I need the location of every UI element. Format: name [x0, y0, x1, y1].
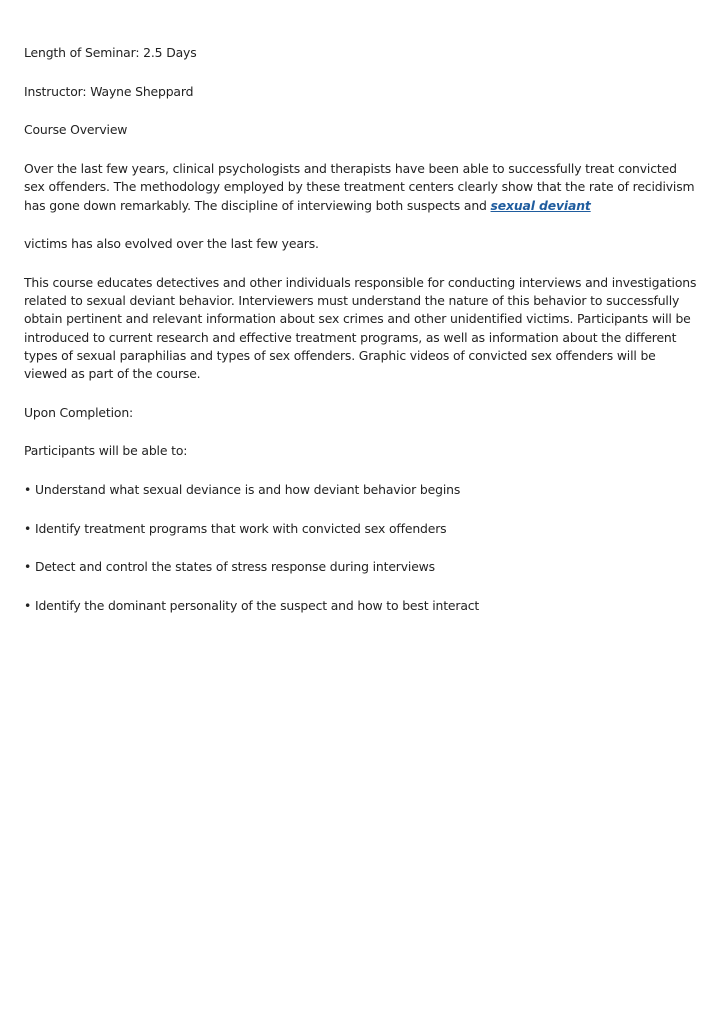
upon-completion-heading: Upon Completion: [24, 404, 134, 420]
bullet-item: • Identify treatment programs that work with convicted sex offenders [24, 520, 447, 536]
participants-intro: Participants will be able to: [24, 443, 188, 459]
seminar-length: Length of Seminar: 2.5 Days [24, 45, 197, 60]
instructor-name: Instructor: Wayne Sheppard [24, 83, 194, 99]
bullet-item: • Detect and control the states of stress response during interviews [24, 559, 435, 575]
overview-paragraph-1-text: Over the last few years, clinical psychologists and therapists have been able to successfully treat convicted sex offenders. The methodology employed by these treatment centers clearly show that the rate of recidivism has gone down remarkably. The discipline of interviewing both suspects and [24, 161, 695, 213]
course-overview-heading: Course Overview [24, 122, 128, 138]
overview-paragraph-1-continued: victims has also evolved over the last few years. [24, 236, 319, 252]
bullet-item: • Understand what sexual deviance is and how deviant behavior begins [24, 482, 461, 498]
sexual-deviant-link[interactable]: sexual deviant [490, 197, 591, 213]
bullet-item: • Identify the dominant personality of the suspect and how to best interact [24, 598, 480, 614]
document-page [24, 44, 700, 636]
overview-paragraph-2: This course educates detectives and other individuals responsible for conducting interviews and investigations related to sexual deviant behavior. Interviewers must understand the nature of this behavior to successfully obtain pertinent and relevant information about sex crimes and other unidentified victims. Participants will be introduced to current research and effective treatment programs, as well as information about the different types of sexual paraphilias and types of sex offenders. Graphic videos of convicted sex offenders will be viewed as part of the course. [24, 274, 697, 381]
overview-paragraph-1 [24, 160, 700, 215]
